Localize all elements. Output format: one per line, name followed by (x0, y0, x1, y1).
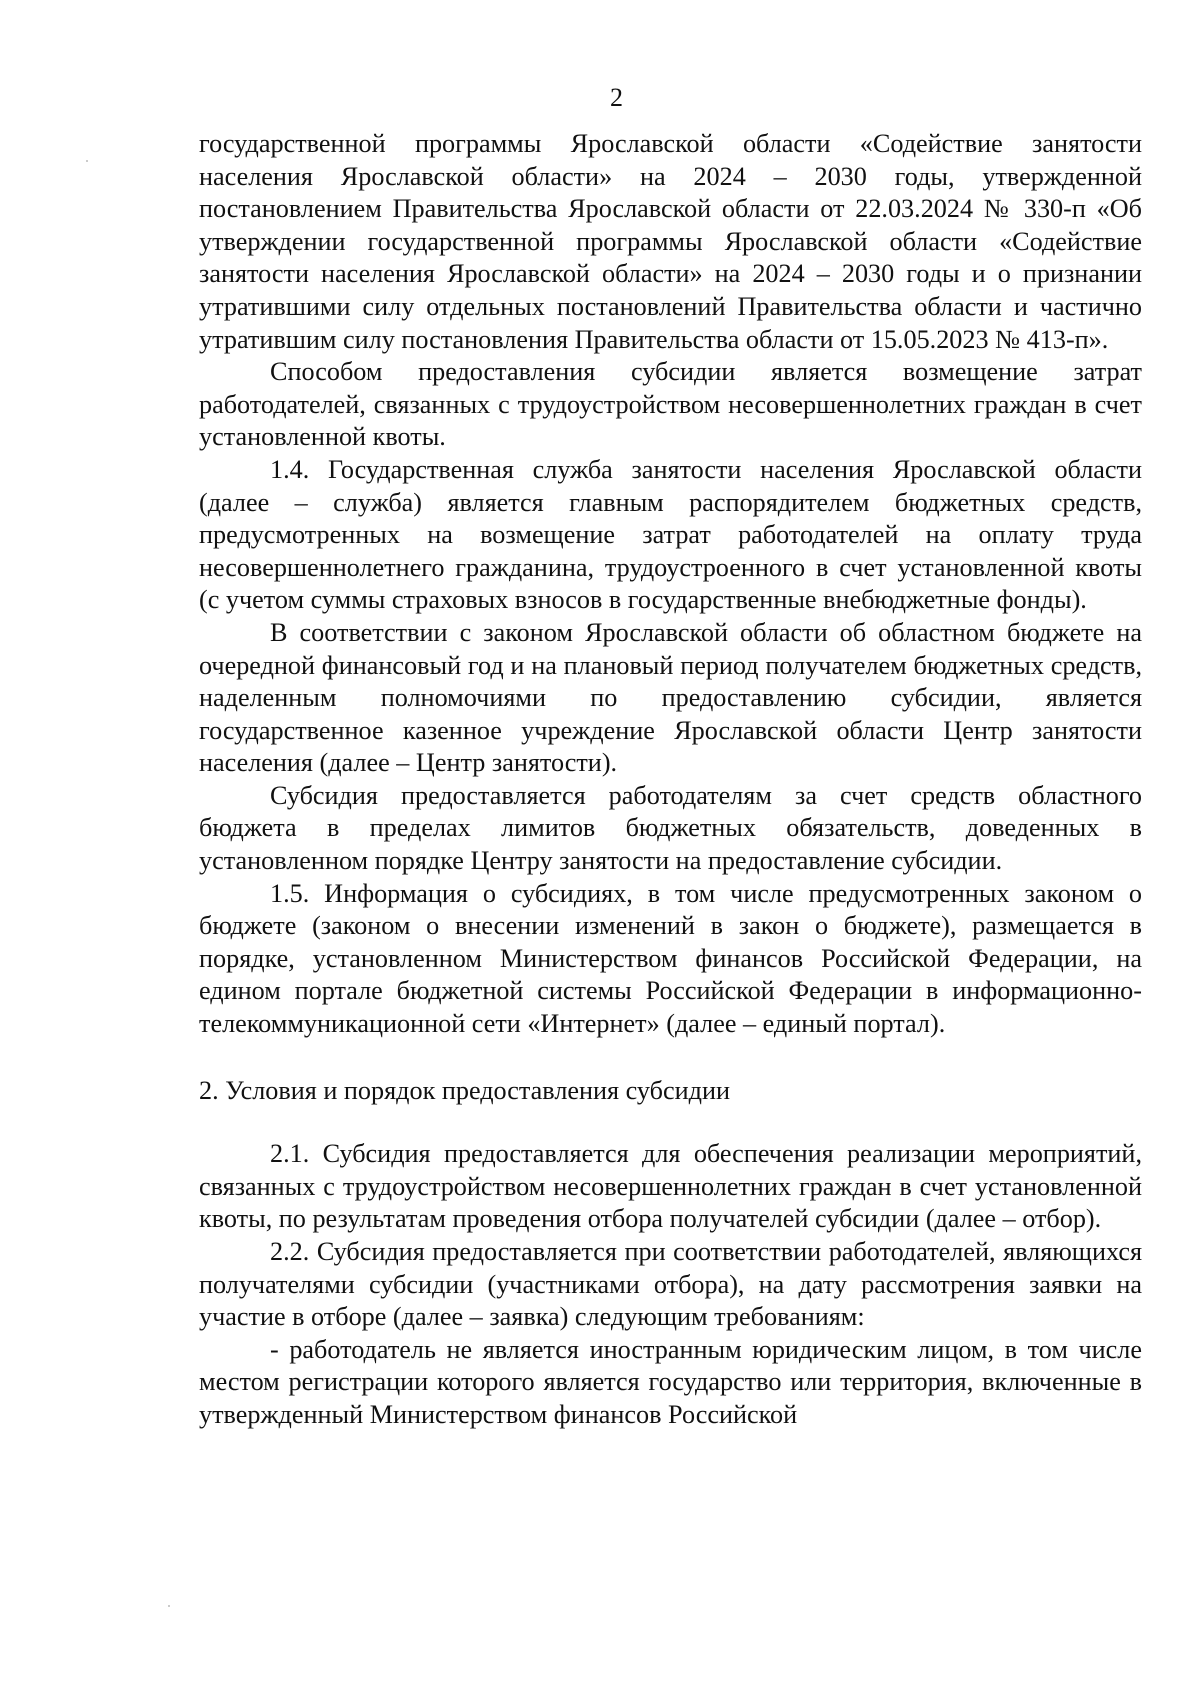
section-heading: 2. Условия и порядок предоставления субсидии (199, 1075, 730, 1105)
paragraph-subsidy-method: Способом предоставления субсидии является возмещение затрат работодателей, связанных с трудоустройством несовершеннолетних граждан в счет установленной квоты. (199, 357, 1142, 452)
paragraph-2-1: 2.1. Субсидия предоставляется для обеспечения реализации мероприятий, связанных с трудоустройством несовершеннолетних граждан в счет установленной квоты, по результатам проведения отбора получателей субсидии (далее – отбор). (199, 1139, 1142, 1234)
paragraph-requirement-1: - работодатель не является иностранным юридическим лицом, в том числе местом регистрации которого является государство или территория, включенные в утвержденный Министерством финансов Российской (199, 1334, 1142, 1429)
paragraph-1-4: 1.4. Государственная служба занятости населения Ярославской области (далее – служба) является главным распорядителем бюджетных средств, предусмотренных на возмещение затрат работодателей на оплату труда несовершеннолетнего гражданина, трудоустроенного в счет установленной квоты (с учетом суммы страховых взносов в государственные внебюджетные фонды). (199, 454, 1142, 615)
paragraph-subsidy-funding: Субсидия предоставляется работодателям за счет средств областного бюджета в пределах лимитов бюджетных обязательств, доведенных в установленном порядке Центру занятости на предоставление субсидии. (199, 780, 1142, 876)
document-body (199, 128, 1142, 1432)
scan-artifact (86, 160, 88, 162)
paragraph-2-2: 2.2. Субсидия предоставляется при соответствии работодателей, являющихся получателями субсидии (участниками отбора), на дату рассмотрения заявки на участие в отборе (далее – заявка) следующим требованиям: (199, 1237, 1142, 1332)
page-number: 2 (610, 83, 623, 112)
paragraph-budget-law: В соответствии с законом Ярославской области об областном бюджете на очередной финансовый год и на плановый период получателем бюджетных средств, наделенным полномочиями по предоставлению субсидии, является государственное казенное учреждение Ярославской области Центр занятости населения (далее – Центр занятости). (199, 617, 1142, 778)
paragraph-1-5: 1.5. Информация о субсидиях, в том числе предусмотренных законом о бюджете (законом о внесении изменений в закон о бюджете), размещается в порядке, установленном Министерством финансов Российской Федерации, на едином портале бюджетной системы Российской Федерации в информационно-телекоммуникационной сети «Интернет» (далее – единый портал). (199, 878, 1142, 1039)
paragraph-continuation: государственной программы Ярославской области «Содействие занятости населения Ярославской области» на 2024 – 2030 годы, утвержденной постановлением Правительства Ярославской области от 22.03.2024 № 330-п «Об утверждении государственной программы Ярославской области «Содействие занятости населения Ярославской области» на 2024 – 2030 годы и о признании утратившими силу отдельных постановлений Правительства области и частично утратившим силу постановления Правительства области от 15.05.2023 № 413-п». (199, 129, 1142, 354)
scan-artifact (168, 1605, 170, 1607)
